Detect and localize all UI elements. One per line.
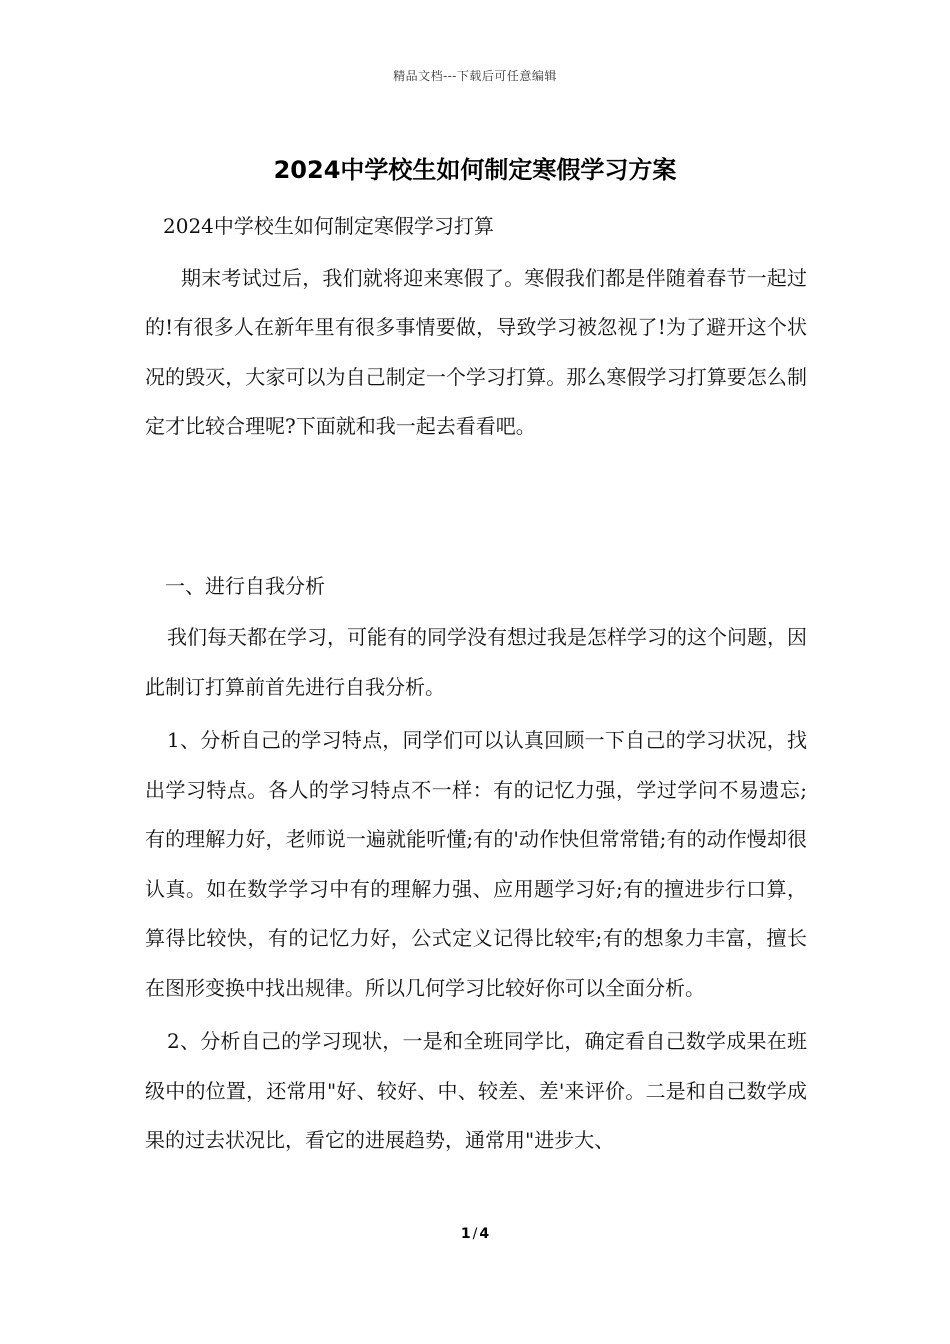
body-paragraph: 1、分析自己的学习特点，同学们可以认真回顾一下自己的学习状况，找出学习特点。各人的学习特点不一样：有的记忆力强，学过学问不易遗忘;有的理解力好，老师说一遍就能听懂;有的'动作快但常常错;有的动作慢却很认真。如在数学学习中有的理解力强、应用题学习好;有的擅进步行口算，算得比较快，有的记忆力好，公式定义记得比较牢;有的想象力丰富，擅长在图形变换中找出规律。所以几何学习比较好你可以全面分析。 <box>145 728 807 1000</box>
section-heading: 一、进行自我分析 <box>165 573 325 598</box>
body-paragraph: 我们每天都在学习，可能有的同学没有想过我是怎样学习的这个问题，因此制订打算前首先进行自我分析。 <box>145 625 807 699</box>
current-page-number: 1 <box>460 1226 471 1242</box>
blank-spacer <box>145 452 807 562</box>
document-body <box>145 202 807 1170</box>
body-paragraph: 2、分析自己的学习现状，一是和全班同学比，确定看自己数学成果在班级中的位置，还常用"好、较好、中、较差、差'来评价。二是和自己数学成果的过去状况比，看它的进展趋势，通常用"进步大、 <box>145 1029 807 1152</box>
page-separator: / <box>472 1226 478 1242</box>
document-subtitle: 2024中学校生如何制定寒假学习打算 <box>163 214 494 238</box>
page-header: 精品文档---下载后可任意编辑 <box>393 69 557 83</box>
intro-paragraph: 期末考试过后，我们就将迎来寒假了。寒假我们都是伴随着春节一起过的!有很多人在新年里有很多事情要做，导致学习被忽视了!为了避开这个状况的毁灭，大家可以为自己制定一个学习打算。那么寒假学习打算要怎么制定才比较合理呢?下面就和我一起去看看吧。 <box>145 265 807 438</box>
total-page-count: 4 <box>479 1226 490 1242</box>
document-title: 2024中学校生如何制定寒假学习方案 <box>273 156 677 184</box>
page-number <box>0 1226 950 1242</box>
